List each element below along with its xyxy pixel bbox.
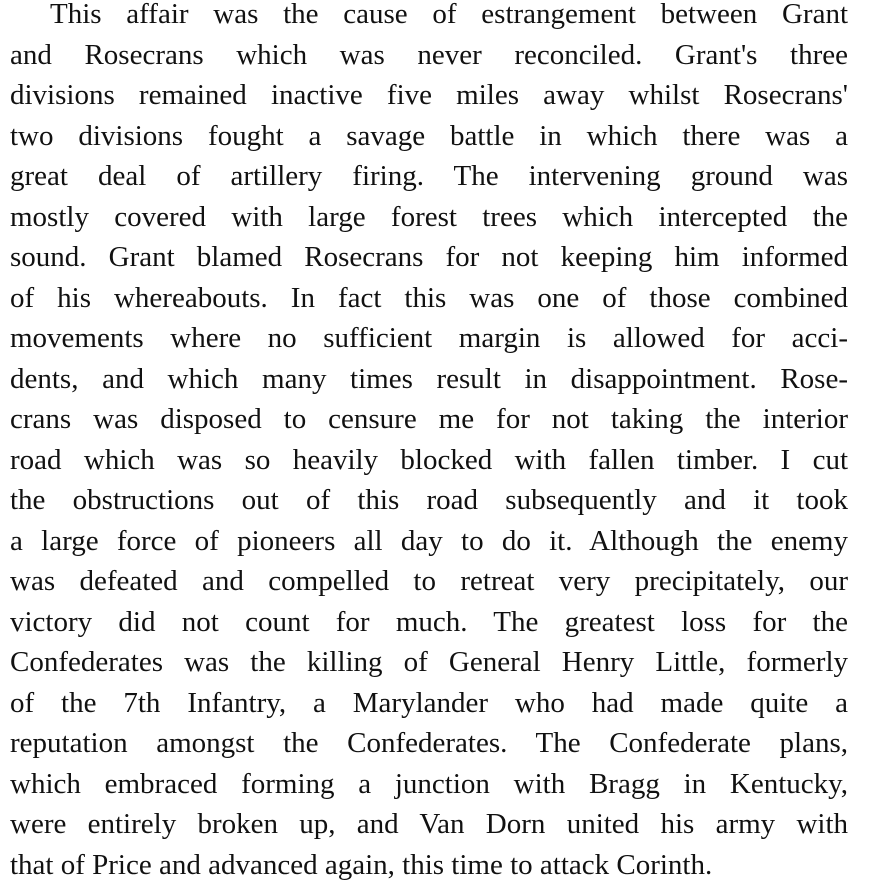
- text-line: sound. Grant blamed Rosecrans for not keeping him informed: [10, 241, 848, 273]
- text-line: crans was disposed to censure me for not taking the interior: [10, 403, 848, 435]
- text-line: divisions remained inactive five miles away whilst Rosecrans': [10, 79, 848, 111]
- body-paragraph: [10, 0, 848, 885]
- text-line: a large force of pioneers all day to do it. Although the enemy: [10, 524, 848, 557]
- text-line: the obstructions out of this road subsequently and it took: [10, 484, 848, 516]
- text-line: was defeated and compelled to retreat very precipitately, our: [10, 565, 848, 597]
- text-line: Confederates was the killing of General Henry Little, formerly: [10, 646, 848, 678]
- text-line: victory did not count for much. The greatest loss for the: [10, 605, 848, 638]
- text-line: of his whereabouts. In fact this was one of those combined: [10, 281, 848, 314]
- text-line: that of Price and advanced again, this time to attack Corinth.: [10, 848, 713, 881]
- text-line: reputation amongst the Confederates. The Confederate plans,: [10, 727, 848, 759]
- text-line: great deal of artillery firing. The intervening ground was: [10, 160, 848, 192]
- text-line: road which was so heavily blocked with fallen timber. I cut: [10, 443, 848, 476]
- text-line: which embraced forming a junction with Bragg in Kentucky,: [10, 767, 848, 800]
- text-line: movements where no sufficient margin is allowed for acci-: [10, 322, 848, 354]
- text-line: were entirely broken up, and Van Dorn united his army with: [10, 808, 848, 840]
- text-line: of the 7th Infantry, a Marylander who had made quite a: [10, 686, 848, 719]
- text-line: mostly covered with large forest trees which intercepted the: [10, 200, 848, 233]
- text-line: dents, and which many times result in disappointment. Rose-: [10, 362, 848, 395]
- text-line: This affair was the cause of estrangement between Grant: [50, 0, 848, 30]
- text-line: and Rosecrans which was never reconciled. Grant's three: [10, 38, 848, 71]
- text-line: two divisions fought a savage battle in which there was a: [10, 119, 848, 152]
